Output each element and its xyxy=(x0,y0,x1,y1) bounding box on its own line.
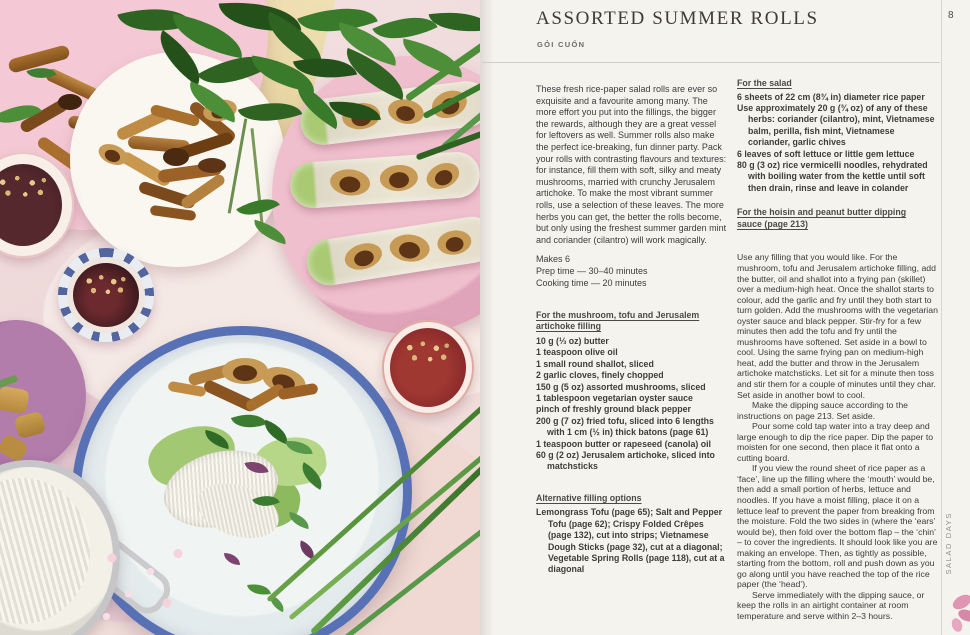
ingredient-item: 150 g (5 oz) assorted mushrooms, sliced xyxy=(536,381,706,392)
charred-bit xyxy=(58,94,82,110)
ingredient-item: 2 garlic cloves, finely chopped xyxy=(536,370,664,381)
method-paragraph: Use any filling that you would like. For the mushroom, tofu and Jerusalem artichoke filling, add the butter, oil and shallot into a frying pan (skillet) over a medium-high heat. Once the shallot starts to colour, add the garlic and fry until they both start to turn golden. Add the mushrooms with the vegetarian oyster sauce and black pepper. Stir-fry for a few minutes then add the tofu and fry until the mushrooms have softened. Set aside in a bowl to cool. Using the same frying pan on medium-high heat, add the butter and throw in the Jerusalem artichoke matchsticks. Let sit for a minute then toss and stir them for a couple of minutes until they char. Set aside in another bowl to cool. xyxy=(737,252,938,400)
intro-paragraph: These fresh rice-paper salad rolls are ever so exquisite and a favourite among many. The more effort you put into the fillings, the bigger the rewards, although they are a great vessel for leftovers as well. Summer rolls also make the perfect ice-breaking, fun dinner party. Pack your rolls with contrasting flavours and textures: for instance, fill them with soft, silky and meaty mushrooms, married with crunchy Jerusalem artichoke. To make the most vibrant summer rolls, use a selection of these leaves. The more herbs you can get, the better the rolls become, but only using the freshest summer garden mint and coriander (cilantro) will work magically. xyxy=(536,84,727,245)
ingredient-item: 1 tablespoon vegetarian oyster sauce xyxy=(536,392,693,403)
charred-bit xyxy=(163,148,189,166)
fried-tofu-piece xyxy=(0,386,30,415)
food-photo xyxy=(0,0,480,635)
recipe-page xyxy=(480,0,970,635)
ingredient-item: 60 g (2 oz) Jerusalem artichoke, sliced into matchsticks xyxy=(536,449,715,472)
filling-section-heading: For the mushroom, tofu and Jerusalem artichoke filling xyxy=(536,309,700,332)
method-paragraph: Serve immediately with the dipping sauce, or keep the rolls in an airtight container at room temperature and serve within 2–3 hours. xyxy=(737,589,925,622)
page-title: ASSORTED SUMMER ROLLS xyxy=(536,8,819,29)
page-number: 8 xyxy=(948,10,954,21)
left-column xyxy=(536,84,727,576)
gutter-shadow xyxy=(480,0,494,635)
mushroom-slice xyxy=(422,158,463,194)
alternatives-text: Lemongrass Tofu (page 65); Salt and Pepper Tofu (page 62); Crispy Folded Crêpes (page 132), cut into strips; Vietnamese Dough Sticks (page 32), cut at a diagonal; Vegetable Spring Rolls (page 118), cut at a diagonal xyxy=(536,507,725,575)
method-text xyxy=(737,252,938,621)
method-paragraph: If you view the round sheet of rice paper as a ‘face’, line up the filling where the ‘mouth’ would be, then add a small portion of herbs, lettuce and noodles. If you have a moist filling, place it on a lettuce leaf to prevent the paper from breaking from the moisture. Fold the two sides in (where the ‘ears’ would be), then fold over the bottom flap – the ‘chin’ – to cover the ingredients. It should look like you are making an envelope. Then, as tightly as possible, starting from the bottom, roll and push down as you go along until you have reached the top of the rice paper (the ‘head’). xyxy=(737,463,938,590)
mushroom-slice xyxy=(342,239,386,274)
crushed-peanuts xyxy=(402,338,454,370)
chapter-label: SALAD DAYS xyxy=(944,512,953,575)
sauce-section-heading: For the hoisin and peanut butter dipping sauce (page 213) xyxy=(737,207,907,229)
ingredient-item: 6 sheets of 22 cm (8¾ in) diameter rice paper xyxy=(737,91,925,102)
ingredient-item: pinch of freshly ground black pepper xyxy=(536,404,691,415)
mushroom-slice xyxy=(379,164,419,193)
mushroom-slice xyxy=(436,228,473,257)
charred-bit xyxy=(198,158,226,173)
prep-time-line: Prep time — 30–40 minutes xyxy=(536,266,648,277)
salad-section-heading: For the salad xyxy=(737,78,792,88)
cook-time-line: Cooking time — 20 minutes xyxy=(536,277,647,288)
ingredient-item: 1 small round shallot, sliced xyxy=(536,358,654,369)
right-column xyxy=(737,78,938,622)
salad-ingredient-list xyxy=(737,92,938,195)
ingredient-item: 80 g (3 oz) rice vermicelli noodles, rehydrated with boiling water from the kettle until soft then drain, rinse and leave in colander xyxy=(737,160,928,193)
method-paragraph: Make the dipping sauce according to the instructions on page 213. Set aside. xyxy=(737,400,908,421)
table-speckles xyxy=(90,540,200,630)
crushed-peanuts xyxy=(82,272,130,302)
mushroom-slice xyxy=(329,167,371,197)
ingredient-item: 1 teaspoon butter or rapeseed (canola) oil xyxy=(536,438,711,449)
ingredient-item: Use approximately 20 g (¾ oz) of any of these herbs: coriander (cilantro), mint, Vietnamese balm, perilla, fish mint, Vietnamese coriander, garlic chives xyxy=(737,103,935,148)
ingredient-item: 10 g (⅓ oz) butter xyxy=(536,335,609,346)
method-paragraph: Pour some cold tap water into a tray deep and large enough to dip the rice paper. Dip the paper to moisten for one second, then place it flat onto a cutting board. xyxy=(737,421,934,463)
title-divider xyxy=(482,62,940,63)
page-subtitle: GỎI CUỐN xyxy=(537,40,586,49)
ingredient-item: 200 g (7 oz) fried tofu, sliced into 6 lengths with 1 cm (½ in) thick batons (page 61) xyxy=(536,415,714,438)
ingredient-item: 1 teaspoon olive oil xyxy=(536,347,618,358)
mushroom-slice xyxy=(222,358,268,384)
flower-decoration xyxy=(946,592,970,635)
yield-info xyxy=(536,254,727,289)
page-edge-line xyxy=(941,0,942,635)
mushroom-slice xyxy=(389,233,431,263)
herb-leaf xyxy=(429,6,480,38)
makes-line: Makes 6 xyxy=(536,254,571,265)
filling-ingredient-list xyxy=(536,336,727,473)
mushroom-slice xyxy=(386,96,426,126)
ingredient-item: 6 leaves of soft lettuce or little gem lettuce xyxy=(737,148,915,159)
alternatives-section-heading: Alternative filling options xyxy=(536,492,642,503)
